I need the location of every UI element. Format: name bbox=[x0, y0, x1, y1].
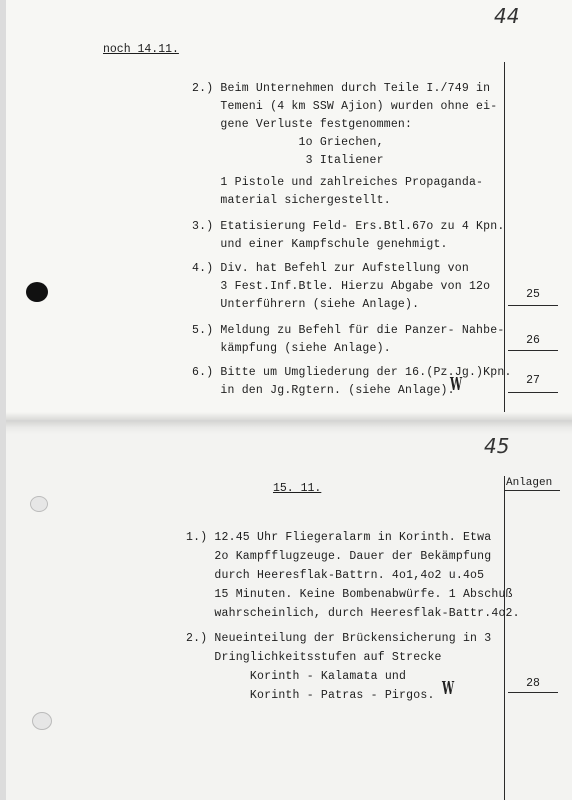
annex-rule bbox=[508, 692, 558, 693]
entry-line: in den Jg.Rgtern. (siehe Anlage). bbox=[192, 384, 455, 397]
entry-line: Unterführern (siehe Anlage). bbox=[192, 298, 420, 311]
annex-column-line-lower bbox=[504, 476, 505, 800]
entry-line: Dringlichkeitsstufen auf Strecke bbox=[186, 651, 442, 664]
entry-line: 4.) Div. hat Befehl zur Aufstellung von bbox=[192, 262, 469, 275]
entry-line: 2.) Neueinteilung der Brückensicherung in 3 bbox=[186, 632, 492, 645]
entry-line: kämpfung (siehe Anlage). bbox=[192, 342, 391, 355]
heading-date-15-11: 15. 11. bbox=[273, 482, 322, 495]
entry-line: 1.) 12.45 Uhr Fliegeralarm in Korinth. Etwa bbox=[186, 531, 492, 544]
annex-number-27: 27 bbox=[526, 374, 540, 387]
annex-column-header: Anlagen bbox=[506, 477, 553, 489]
annex-number-28: 28 bbox=[526, 677, 540, 690]
punch-hole-top bbox=[26, 282, 48, 302]
annex-number-25: 25 bbox=[526, 288, 540, 301]
entry-line: Korinth - Kalamata und bbox=[186, 670, 407, 683]
entry-line: 15 Minuten. Keine Bombenabwürfe. 1 Abschuß bbox=[186, 588, 513, 601]
heading-date-14-11: noch 14.11. bbox=[103, 43, 179, 56]
annex-number-26: 26 bbox=[526, 334, 540, 347]
page-number-44: 44 bbox=[494, 4, 520, 28]
left-page-edge bbox=[0, 0, 6, 800]
entry-line: Korinth - Patras - Pirgos. bbox=[186, 689, 435, 702]
annex-rule bbox=[508, 392, 558, 393]
entry-line: wahrscheinlich, durch Heeresflak-Battr.4o2. bbox=[186, 607, 520, 620]
entry-line: 2o Kampfflugzeuge. Dauer der Bekämpfung bbox=[186, 550, 492, 563]
entry-line: 2.) Beim Unternehmen durch Teile I./749 in bbox=[192, 82, 491, 95]
page-overlap-shadow bbox=[0, 412, 572, 434]
punch-hole-middle bbox=[30, 496, 48, 512]
annex-rule bbox=[508, 350, 558, 351]
handwritten-initials: W bbox=[450, 374, 463, 395]
handwritten-initials: W bbox=[442, 678, 455, 699]
entry-line: 1o Griechen, bbox=[192, 136, 384, 149]
entry-line: Temeni (4 km SSW Ajion) wurden ohne ei- bbox=[192, 100, 498, 113]
annex-rule bbox=[508, 305, 558, 306]
entry-line: 5.) Meldung zu Befehl für die Panzer- Nahbe- bbox=[192, 324, 505, 337]
entry-line: 3 Fest.Inf.Btle. Hierzu Abgabe von 12o bbox=[192, 280, 491, 293]
entry-line: durch Heeresflak-Battrn. 4o1,4o2 u.4o5 bbox=[186, 569, 485, 582]
entry-line: 6.) Bitte um Umgliederung der 16.(Pz.Jg.)Kpn. bbox=[192, 366, 512, 379]
entry-line: gene Verluste festgenommen: bbox=[192, 118, 413, 131]
page-number-45: 45 bbox=[484, 434, 510, 458]
punch-hole-bottom bbox=[32, 712, 52, 730]
entry-line: 3 Italiener bbox=[192, 154, 384, 167]
entry-line: material sichergestellt. bbox=[192, 194, 391, 207]
annex-column-line-upper bbox=[504, 62, 505, 412]
entry-line: und einer Kampfschule genehmigt. bbox=[192, 238, 448, 251]
annex-header-rule bbox=[504, 490, 560, 491]
entry-line: 1 Pistole und zahlreiches Propaganda- bbox=[192, 176, 484, 189]
entry-line: 3.) Etatisierung Feld- Ers.Btl.67o zu 4 Kpn. bbox=[192, 220, 505, 233]
